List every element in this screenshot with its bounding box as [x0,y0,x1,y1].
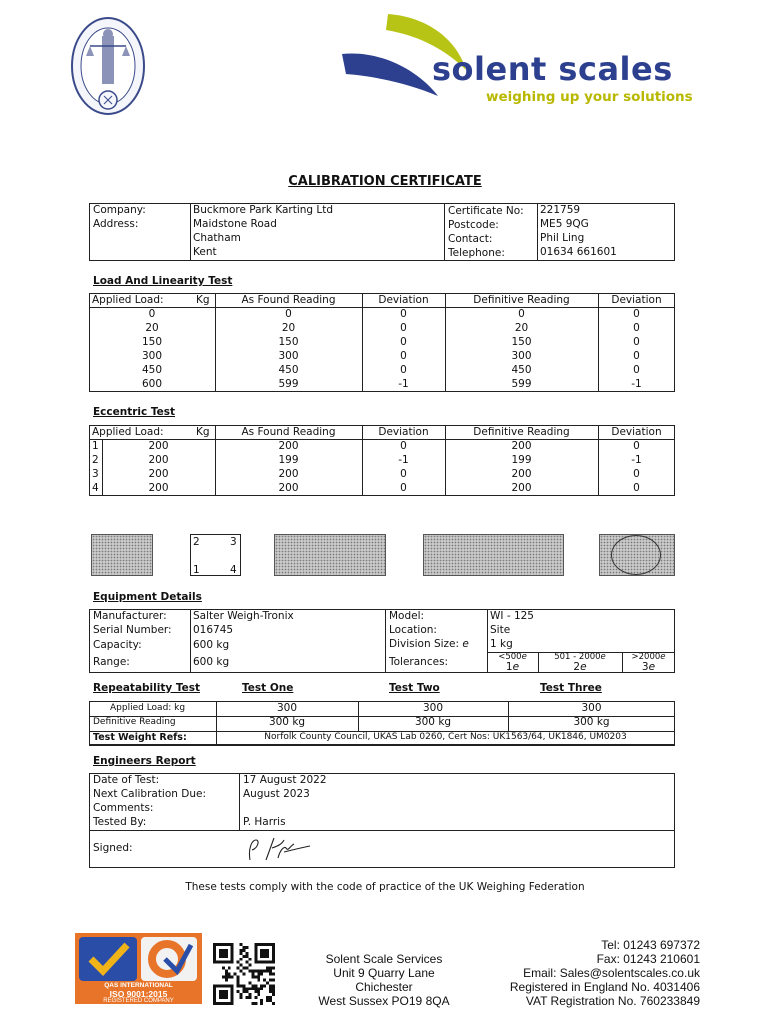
serial-label: Serial Number: [93,624,172,636]
contact-value: Phil Ling [540,232,585,244]
load-applied: 20 [145,322,159,334]
tolerance-cell [487,652,538,672]
load-definitive: 599 [511,378,532,390]
solent-scales-logo [340,12,710,112]
repeat-definitive: 300 kg [573,716,610,728]
position-label: 2 [193,536,200,548]
ecc-position: 1 [92,440,99,452]
load-found: 450 [278,364,299,376]
iso-certification-logo [75,933,202,1004]
tolerance-value: 1 [505,661,513,673]
division-value: 1 kg [490,638,513,650]
eccentric-test-heading: Eccentric Test [93,406,176,418]
load-test-heading: Load And Linearity Test [93,275,233,287]
engineers-heading: Engineers Report [93,755,196,767]
load-applied: 450 [141,364,163,376]
load-deviation: 0 [400,308,407,320]
tolerance-value-symbol: e [648,661,656,673]
tolerance-range: >2000 [631,652,661,662]
load-deviation: 0 [400,336,407,348]
footer-registration: Registered in England No. 4031406 [509,980,700,994]
tolerance-range: 501 - 2000 [554,652,601,662]
load-applied: 600 [141,378,163,390]
next-calibration-value: August 2023 [243,788,310,800]
contact-label: Contact: [448,233,493,245]
footer-address-line: Unit 9 Quarry Lane [333,966,435,980]
comments-label: Comments: [93,802,154,814]
ecc-position: 4 [92,482,99,494]
next-calibration-label: Next Calibration Due: [93,788,207,800]
position-label: 3 [230,536,237,548]
range-label: Range: [93,656,130,668]
ecc-deviation: -1 [398,454,409,466]
address-line: Kent [193,246,217,258]
load-definitive: 0 [518,308,525,320]
load-deviation: 0 [400,350,407,362]
test-one-heading: Test One [242,682,294,694]
qr-code [213,943,275,1005]
ecc-position: 3 [92,468,99,480]
address-line: Maidstone Road [193,218,277,230]
test-three-heading: Test Three [540,682,602,694]
ecc-definitive: 200 [511,440,532,452]
ecc-applied: 200 [148,454,169,466]
iso-caption-2: ISO 9001:2015 [109,989,168,999]
col-header: Kg [196,426,210,438]
load-found: 300 [278,350,299,362]
equipment-heading: Equipment Details [93,591,202,603]
weight-refs-label: Test Weight Refs: [93,732,187,743]
capacity-label: Capacity: [93,639,142,651]
col-header: As Found Reading [241,294,336,306]
load-found: 20 [281,322,296,334]
load-deviation: -1 [398,378,409,390]
platform-diagram-long [423,534,564,576]
load-deviation: 0 [400,364,407,376]
tolerance-value: 2 [573,661,581,673]
ecc-found: 199 [278,454,299,466]
ecc-definitive: 200 [511,468,532,480]
tolerance-symbol: e [600,652,606,662]
range-value: 600 kg [193,656,230,668]
load-deviation-final: 0 [633,364,640,376]
ecc-deviation-final: -1 [631,454,642,466]
load-definitive: 150 [511,336,532,348]
date-label: Date of Test: [93,774,160,786]
ecc-position: 2 [92,454,99,466]
footer-address-line: Solent Scale Services [325,952,443,966]
repeatability-heading: Repeatability Test [93,682,201,694]
repeat-applied: 300 [276,702,298,714]
footer-telephone: Tel: 01243 697372 [601,938,700,952]
tolerances-label: Tolerances: [389,656,449,668]
load-definitive: 20 [514,322,529,334]
ecc-deviation-final: 0 [633,468,640,480]
model-label: Model: [389,610,425,622]
serial-value: 016745 [193,624,234,636]
tolerance-range: <500 [498,652,522,662]
load-found: 599 [278,378,299,390]
ecc-applied: 200 [148,440,169,452]
ecc-found: 200 [278,468,299,480]
load-definitive: 300 [511,350,532,362]
col-header: Deviation [378,426,429,438]
definitive-reading-label: Definitive Reading [93,717,176,727]
col-header: Definitive Reading [473,294,570,306]
tolerance-symbol: e [521,652,527,662]
load-found: 0 [285,308,292,320]
load-deviation-final: 0 [633,322,640,334]
footer-email: Email: Sales@solentscales.co.uk [523,966,700,980]
test-two-heading: Test Two [389,682,440,694]
date-value: 17 August 2022 [243,774,327,786]
certificate-number: 221759 [540,204,581,216]
manufacturer-label: Manufacturer: [93,610,167,622]
load-deviation-final: 0 [633,336,640,348]
division-label-text: Division Size: [389,638,460,650]
location-label: Location: [389,624,437,636]
capacity-value: 600 kg [193,639,230,651]
footer-address-line: Chichester [355,980,413,994]
qas-check-icon [79,937,137,981]
load-deviation-final: 0 [633,350,640,362]
iso-caption-1: QAS INTERNATIONAL [104,982,173,989]
ukwf-logo [68,14,148,120]
ecc-definitive: 200 [511,482,532,494]
col-header: Definitive Reading [473,426,570,438]
repeat-applied: 300 [422,702,444,714]
compliance-statement: These tests comply with the code of practice of the UK Weighing Federation [185,881,585,893]
address-label: Address: [93,218,139,230]
load-definitive: 450 [511,364,532,376]
round-platform-circle [611,535,661,575]
postcode-label: Postcode: [448,219,499,231]
ecc-found: 200 [278,482,299,494]
location-value: Site [490,624,511,636]
load-deviation-final: 0 [633,308,640,320]
ecc-applied: 200 [148,482,169,494]
signed-label: Signed: [93,842,133,854]
footer-address-line: West Sussex PO19 8QA [318,994,450,1008]
tolerance-value-symbol: e [512,661,520,673]
tested-by-value: P. Harris [243,816,286,828]
model-value: WI - 125 [490,610,534,622]
load-deviation-final: -1 [631,378,642,390]
repeat-definitive: 300 kg [414,716,452,728]
postcode-value: ME5 9QG [540,218,589,230]
repeat-applied: 300 [581,702,602,714]
quality-q-icon [141,937,197,981]
load-applied: 300 [141,350,163,362]
ecc-definitive: 199 [511,454,532,466]
load-deviation: 0 [400,322,407,334]
col-header: Deviation [378,294,429,306]
company-name: Buckmore Park Karting Ltd [193,204,334,216]
load-applied: 150 [141,336,163,348]
ecc-deviation-final: 0 [633,482,640,494]
tolerance-cell [538,652,622,672]
tolerance-symbol: e [660,652,666,662]
col-header: Applied Load: [92,426,164,438]
telephone-value: 01634 661601 [540,246,617,258]
division-symbol: e [462,638,469,650]
col-header: As Found Reading [241,426,336,438]
platform-diagram-wide [274,534,386,576]
footer-vat: VAT Registration No. 760233849 [525,994,700,1008]
repeat-definitive: 300 kg [268,716,306,728]
tolerance-value-symbol: e [580,661,587,673]
company-label: Company: [93,204,146,216]
certificate-label: Certificate No: [448,205,524,217]
telephone-label: Telephone: [448,247,505,259]
tested-by-label: Tested By: [93,816,147,828]
ecc-deviation: 0 [400,440,407,452]
col-header: Kg [196,294,210,306]
ecc-deviation: 0 [400,468,407,480]
ecc-deviation: 0 [400,482,407,494]
load-found: 150 [278,336,299,348]
ecc-applied: 200 [148,468,169,480]
platform-diagram-rect [91,534,153,576]
brand-name: solent scales [432,50,673,88]
brand-tagline: weighing up your solutions [486,89,693,105]
applied-load-label: Applied Load: kg [110,703,186,713]
footer-address [300,952,468,1008]
address-line: Chatham [193,232,241,244]
weight-refs-value: Norfolk County Council, UKAS Lab 0260, Cert Nos: UK1563/64, UK1846, UM0203 [264,732,627,742]
iso-caption-3: REGISTERED COMPANY [103,998,174,1004]
position-label: 4 [230,564,237,576]
col-header: Deviation [611,426,662,438]
footer-fax: Fax: 01243 210601 [596,952,700,966]
ecc-found: 200 [278,440,299,452]
division-label [389,638,469,650]
tolerance-cell [622,652,675,672]
page-title: CALIBRATION CERTIFICATE [288,174,482,189]
manufacturer-value: Salter Weigh-Tronix [193,610,294,622]
load-applied: 0 [148,308,156,320]
ecc-deviation-final: 0 [633,440,640,452]
col-header: Applied Load: [92,294,164,306]
position-label: 1 [193,564,200,576]
signature [244,834,314,866]
footer-contact [480,938,700,1008]
col-header: Deviation [611,294,662,306]
tolerance-value: 3 [641,661,649,673]
